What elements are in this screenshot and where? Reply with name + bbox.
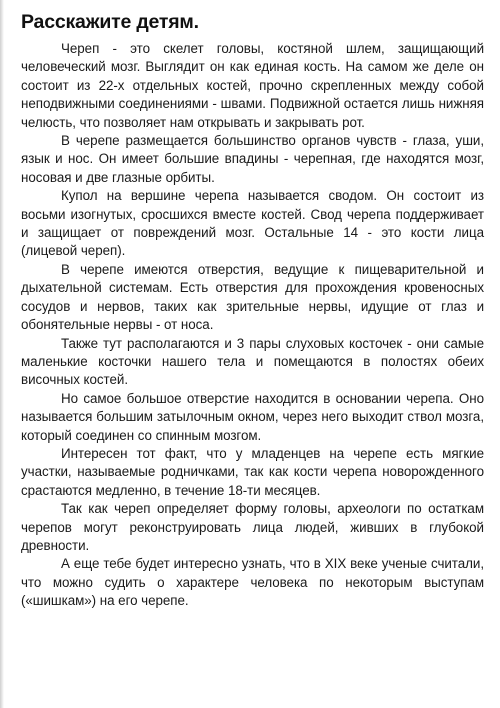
- paragraph-phrenology: А еще тебе будет интересно узнать, что в XIX веке ученые считали, что можно судить о характере человека по некоторым выступам («шишкам») на его черепе.: [21, 556, 484, 609]
- page-edge-shadow: [0, 0, 4, 708]
- paragraph-openings: В черепе имеются отверстия, ведущие к пищеварительной и дыхательной системам. Есть отверстия для прохождения кровеносных сосудов и нервов, таких как зрительные нервы, идущие от глаз и обонятельные нервы - от носа.: [21, 261, 484, 333]
- page-heading: Расскажите детям.: [21, 11, 199, 33]
- article-body: [21, 40, 484, 611]
- paragraph-archaeology: Так как череп определяет форму головы, археологи по остаткам черепов могут реконструировать лица людей, живших в глубокой древности.: [21, 501, 484, 553]
- paragraph-skull-definition: Череп - это скелет головы, костяной шлем, защищающий человеческий мозг. Выглядит он как единая кость. На самом же деле он состоит из 22-х отдельных костей, прочно скрепленных между собой неподвижными соединениями - швами. Подвижной остается лишь нижняя челюсть, что позволяет нам открывать и закрывать рот.: [21, 41, 484, 130]
- paragraph-fontanelles: Интересен тот факт, что у младенцев на черепе есть мягкие участки, называемые родничками, так как кости черепа новорожденного срастаются медленно, в течение 18-ти месяцев.: [21, 445, 484, 498]
- paragraph-ear-ossicles: Также тут располагаются и 3 пары слуховых косточек - они самые маленькие косточки нашего тела и помещаются в полостях обеих височных костей.: [21, 335, 484, 388]
- paragraph-cranial-vault: Купол на вершине черепа называется сводом. Он состоит из восьми изогнутых, сросшихся вместе костей. Свод черепа поддерживает и защищает от повреждений мозг. Остальные 14 - это кости лица (лицевой череп).: [21, 188, 484, 259]
- paragraph-foramen-magnum: Но самое большое отверстие находится в основании черепа. Оно называется большим затылочным окном, через него выходит ствол мозга, который соединен со спинным мозгом.: [21, 390, 484, 443]
- paragraph-sense-organs: В черепе размещается большинство органов чувств - глаза, уши, язык и нос. Он имеет большие впадины - черепная, где находятся мозг, носовая и две глазные орбиты.: [21, 133, 484, 185]
